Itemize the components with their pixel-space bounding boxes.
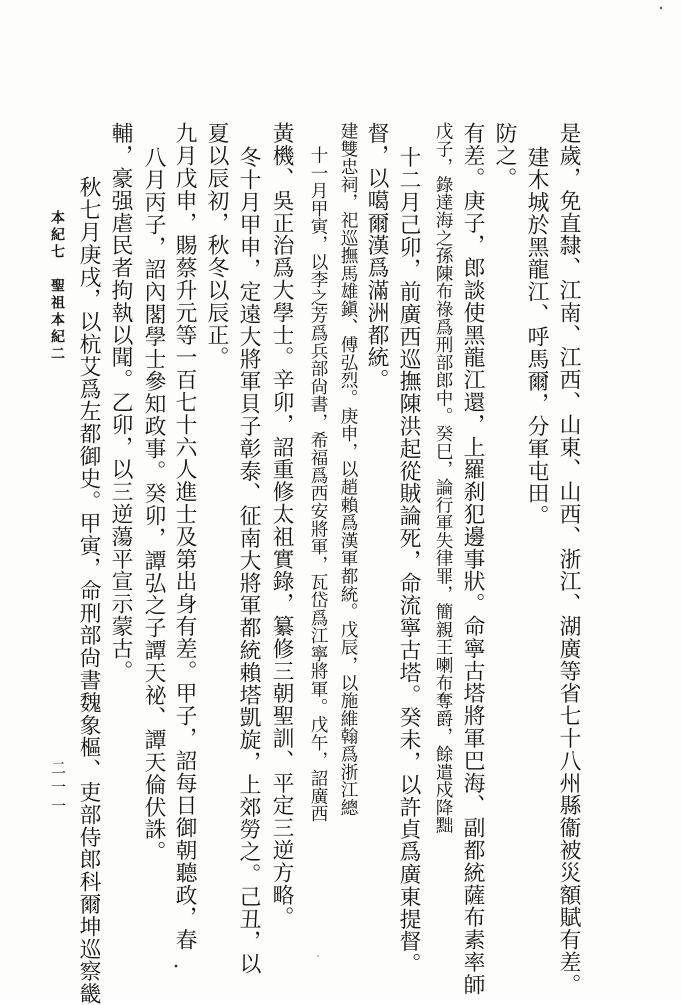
- text-column-14: 防之。: [492, 122, 517, 190]
- page-number: 二一一: [49, 760, 67, 817]
- text-column-4: 九月戊申，賜蔡升元等一百七十六人進士及第出身有差。甲子，詔每日御朝聽政，春: [172, 122, 197, 951]
- text-column-10: 督，以噶爾漢爲滿洲都統。: [364, 122, 389, 391]
- text-column-9: 建雙忠祠，祀巡撫馬雄鎭、傅弘烈。庚申，以趙賴爲漢軍都統。戊辰，以施維翰爲浙江總: [338, 122, 358, 817]
- text-column-11: 十二月己卯，前廣西巡撫陳洪起從賊論死，命流寧古塔。癸未，以許貞爲廣東提督。: [396, 146, 421, 975]
- text-column-8: 十一月甲寅，以李之芳爲兵部尙書，希福爲西安將軍，瓦岱爲江寧將軍。戊午，詔廣西: [308, 146, 328, 823]
- text-column-2: 輔，豪强虐民者拘執以聞。乙卯，以三逆蕩平宣示蒙古。: [108, 122, 133, 682]
- text-column-7: 黃機、吳正治爲大學士。辛卯，詔重修太祖實錄，纂修三朝聖訓、平定三逆方略。: [269, 122, 294, 929]
- text-column-6: 冬十月甲申，定遠大將軍貝子彰泰、征南大將軍都統賴塔凱旋，上郊勞之。己丑，以: [236, 146, 261, 975]
- text-column-3: 八月丙子，詔內閣學士參知政事。癸卯，譚弘之子譚天祕、譚天倫伏誅。: [141, 146, 166, 863]
- running-head: 本紀七 聖祖本紀二: [49, 210, 65, 363]
- text-column-15: 建木城於黑龍江、呼馬爾，分軍屯田。: [524, 146, 549, 527]
- text-column-12: 戊子，錄達海之孫陳布祿爲刑部郎中。癸巳，論行軍失律罪，簡親王喇布奪爵，餘遣戍降黜: [433, 122, 453, 834]
- text-column-16: 是歲，免直隸、江南、江西、山東、山西、浙江、湖廣等省七十八州縣衞被災額賦有差。: [556, 122, 581, 996]
- text-column-13: 有差。庚子，郎談使黑龍江還，上羅刹犯邊事狀。命寧古塔將軍巴海、副都統薩布素率師: [460, 122, 485, 996]
- text-column-5: 夏以辰初，秋冬以辰正。: [204, 122, 229, 369]
- text-column-1: 秋七月庚戌，以杭艾爲左都御史。甲寅，命刑部尙書魏象樞、吏部侍郎科爾坤巡察畿: [76, 176, 101, 1005]
